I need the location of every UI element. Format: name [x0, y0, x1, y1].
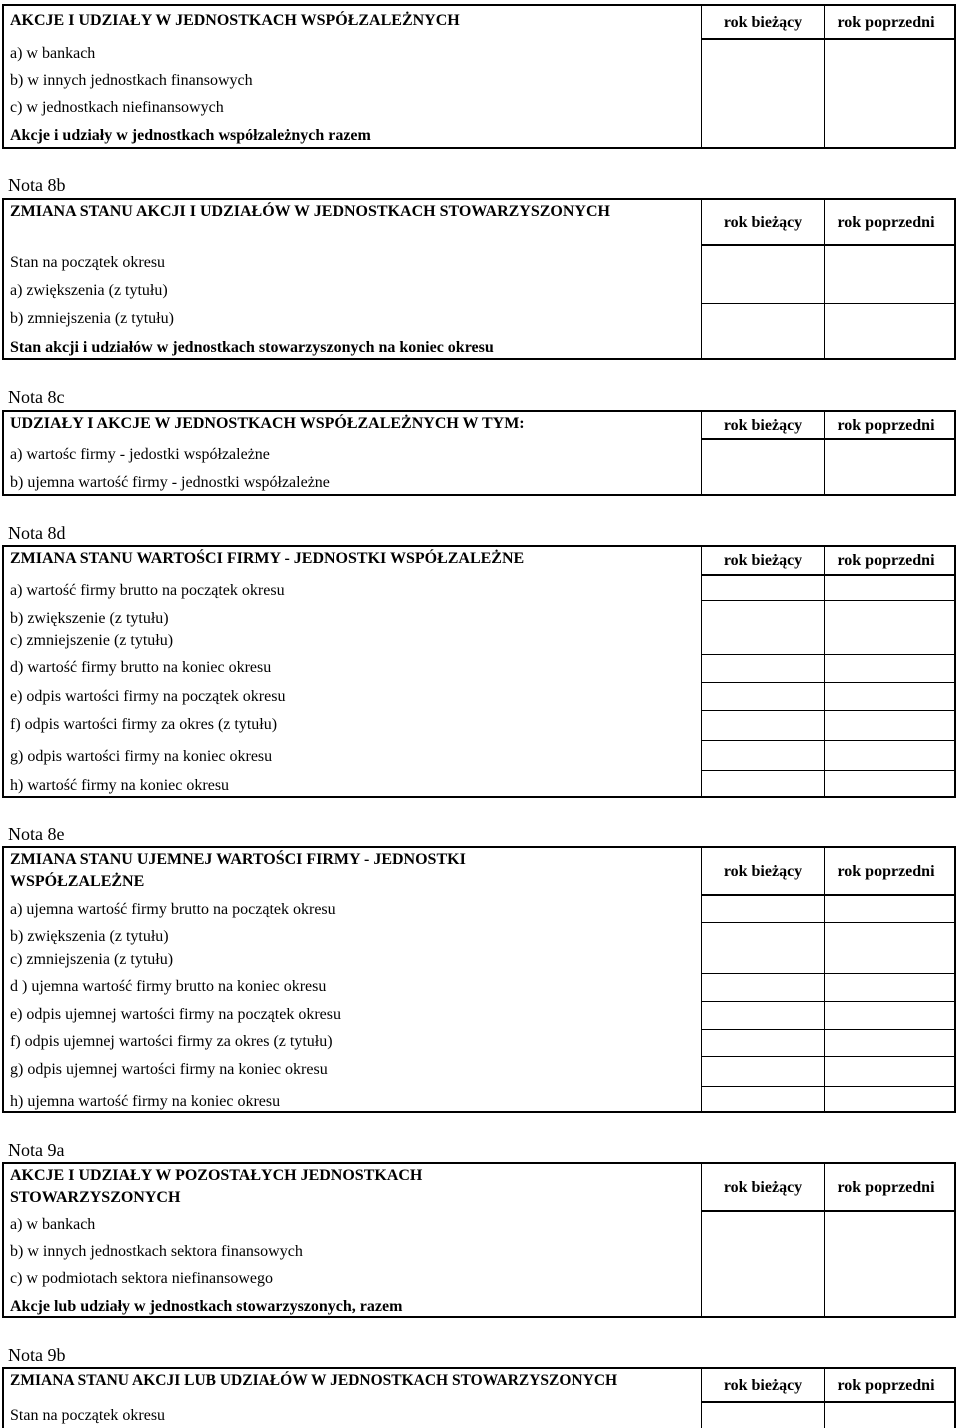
table-header: ZMIANA STANU UJEMNEJ WARTOŚCI FIRMY - JEDNOSTKI WSPÓŁZALEŻNE	[10, 851, 466, 890]
table-header: ZMIANA STANU WARTOŚCI FIRMY - JEDNOSTKI WSPÓŁZALEŻNE	[10, 550, 525, 567]
table-8b	[2, 198, 956, 360]
table-row: Stan na początek okresu	[10, 254, 166, 271]
table-row: a) zwiększenia (z tytułu)	[10, 282, 168, 299]
header-rule	[701, 438, 954, 440]
table-header: AKCJE I UDZIAŁY W JEDNOSTKACH WSPÓŁZALEŻNYCH	[10, 12, 460, 29]
table-row: b) zwiększenie (z tytułu)	[10, 610, 169, 627]
column-header-current: rok bieżący	[723, 552, 803, 569]
table-row: a) ujemna wartość firmy brutto na początek okresu	[10, 901, 336, 918]
table-row: f) odpis ujemnej wartości firmy za okres (z tytułu)	[10, 1033, 333, 1050]
table-header: AKCJE I UDZIAŁY W POZOSTAŁYCH JEDNOSTKACH STOWARZYSZONYCH	[10, 1167, 423, 1206]
header-rule	[701, 1210, 954, 1212]
row-rule	[701, 654, 954, 655]
column-divider	[701, 848, 702, 1111]
column-divider	[701, 547, 702, 796]
column-header-current: rok bieżący	[723, 1377, 803, 1394]
table-8e	[2, 846, 956, 1113]
nota-8b-label: Nota 8b	[8, 175, 66, 195]
row-rule	[701, 303, 954, 304]
column-header-previous: rok poprzedni	[837, 14, 935, 31]
table-row: c) zmniejszenia (z tytułu)	[10, 951, 174, 968]
row-rule	[701, 1056, 954, 1057]
column-header-current: rok bieżący	[723, 417, 803, 434]
table-8d	[2, 545, 956, 798]
row-rule	[701, 740, 954, 741]
table-row: b) w innych jednostkach sektora finansowych	[10, 1243, 303, 1260]
row-rule	[701, 710, 954, 711]
table-row: b) zmniejszenia (z tytułu)	[10, 310, 174, 327]
header-rule	[701, 1401, 954, 1403]
table-header: UDZIAŁY I AKCJE W JEDNOSTKACH WSPÓŁZALEŻNYCH W TYM:	[10, 415, 525, 432]
table-9a	[2, 1162, 956, 1318]
column-header-current: rok bieżący	[723, 214, 803, 231]
column-header-previous: rok poprzedni	[837, 863, 935, 880]
row-rule	[701, 1029, 954, 1030]
table-total-row: Akcje lub udziały w jednostkach stowarzyszonych, razem	[10, 1298, 403, 1315]
table-row: e) odpis ujemnej wartości firmy na początek okresu	[10, 1006, 341, 1023]
table-row: c) w podmiotach sektora niefinansowego	[10, 1270, 274, 1287]
row-rule	[701, 1086, 954, 1087]
table-row: c) zmniejszenie (z tytułu)	[10, 632, 174, 649]
table-row: b) w innych jednostkach finansowych	[10, 72, 253, 89]
column-divider	[824, 547, 825, 796]
table-row: a) w bankach	[10, 1216, 96, 1233]
table-row: Stan na początek okresu	[10, 1407, 166, 1424]
table-8a	[2, 4, 956, 149]
table-row: f) odpis wartości firmy za okres (z tytułu)	[10, 716, 278, 733]
table-row: g) odpis wartości firmy na koniec okresu	[10, 748, 273, 765]
row-rule	[701, 922, 954, 923]
table-8c	[2, 410, 956, 496]
table-row: d ) ujemna wartość firmy brutto na koniec okresu	[10, 978, 327, 995]
table-row: a) wartośc firmy - jedostki współzależne	[10, 446, 270, 463]
nota-9a-label: Nota 9a	[8, 1140, 65, 1160]
header-rule	[701, 894, 954, 896]
nota-8c-label: Nota 8c	[8, 387, 65, 407]
row-rule	[701, 973, 954, 974]
nota-8e-label: Nota 8e	[8, 824, 65, 844]
header-rule	[701, 38, 954, 40]
header-rule	[701, 244, 954, 246]
table-row: a) w bankach	[10, 45, 96, 62]
table-header: ZMIANA STANU AKCJI LUB UDZIAŁÓW W JEDNOSTKACH STOWARZYSZONYCH	[10, 1372, 618, 1389]
nota-9b-label: Nota 9b	[8, 1345, 66, 1365]
column-header-previous: rok poprzedni	[837, 214, 935, 231]
column-header-previous: rok poprzedni	[837, 1179, 935, 1196]
row-rule	[701, 600, 954, 601]
table-9b	[2, 1367, 956, 1428]
table-row: b) zwiększenia (z tytułu)	[10, 928, 169, 945]
column-header-previous: rok poprzedni	[837, 417, 935, 434]
row-rule	[701, 682, 954, 683]
row-rule	[701, 1001, 954, 1002]
table-row: a) wartość firmy brutto na początek okresu	[10, 582, 285, 599]
table-row: b) ujemna wartość firmy - jednostki współzależne	[10, 474, 330, 491]
row-rule	[701, 770, 954, 771]
table-total-row: Stan akcji i udziałów w jednostkach stowarzyszonych na koniec okresu	[10, 339, 494, 356]
column-header-previous: rok poprzedni	[837, 1377, 935, 1394]
table-row: e) odpis wartości firmy na początek okresu	[10, 688, 286, 705]
column-header-previous: rok poprzedni	[837, 552, 935, 569]
nota-8d-label: Nota 8d	[8, 523, 66, 543]
table-header: ZMIANA STANU AKCJI I UDZIAŁÓW W JEDNOSTKACH STOWARZYSZONYCH	[10, 203, 610, 220]
table-total-row: Akcje i udziały w jednostkach współzależnych razem	[10, 127, 371, 144]
table-row: h) wartość firmy na koniec okresu	[10, 777, 230, 794]
header-rule	[701, 574, 954, 576]
table-row: d) wartość firmy brutto na koniec okresu	[10, 659, 272, 676]
table-row: h) ujemna wartość firmy na koniec okresu	[10, 1093, 281, 1110]
column-header-current: rok bieżący	[723, 1179, 803, 1196]
column-header-current: rok bieżący	[723, 14, 803, 31]
column-header-current: rok bieżący	[723, 863, 803, 880]
table-row: g) odpis ujemnej wartości firmy na koniec okresu	[10, 1061, 328, 1078]
table-row: c) w jednostkach niefinansowych	[10, 99, 224, 116]
column-divider	[824, 848, 825, 1111]
